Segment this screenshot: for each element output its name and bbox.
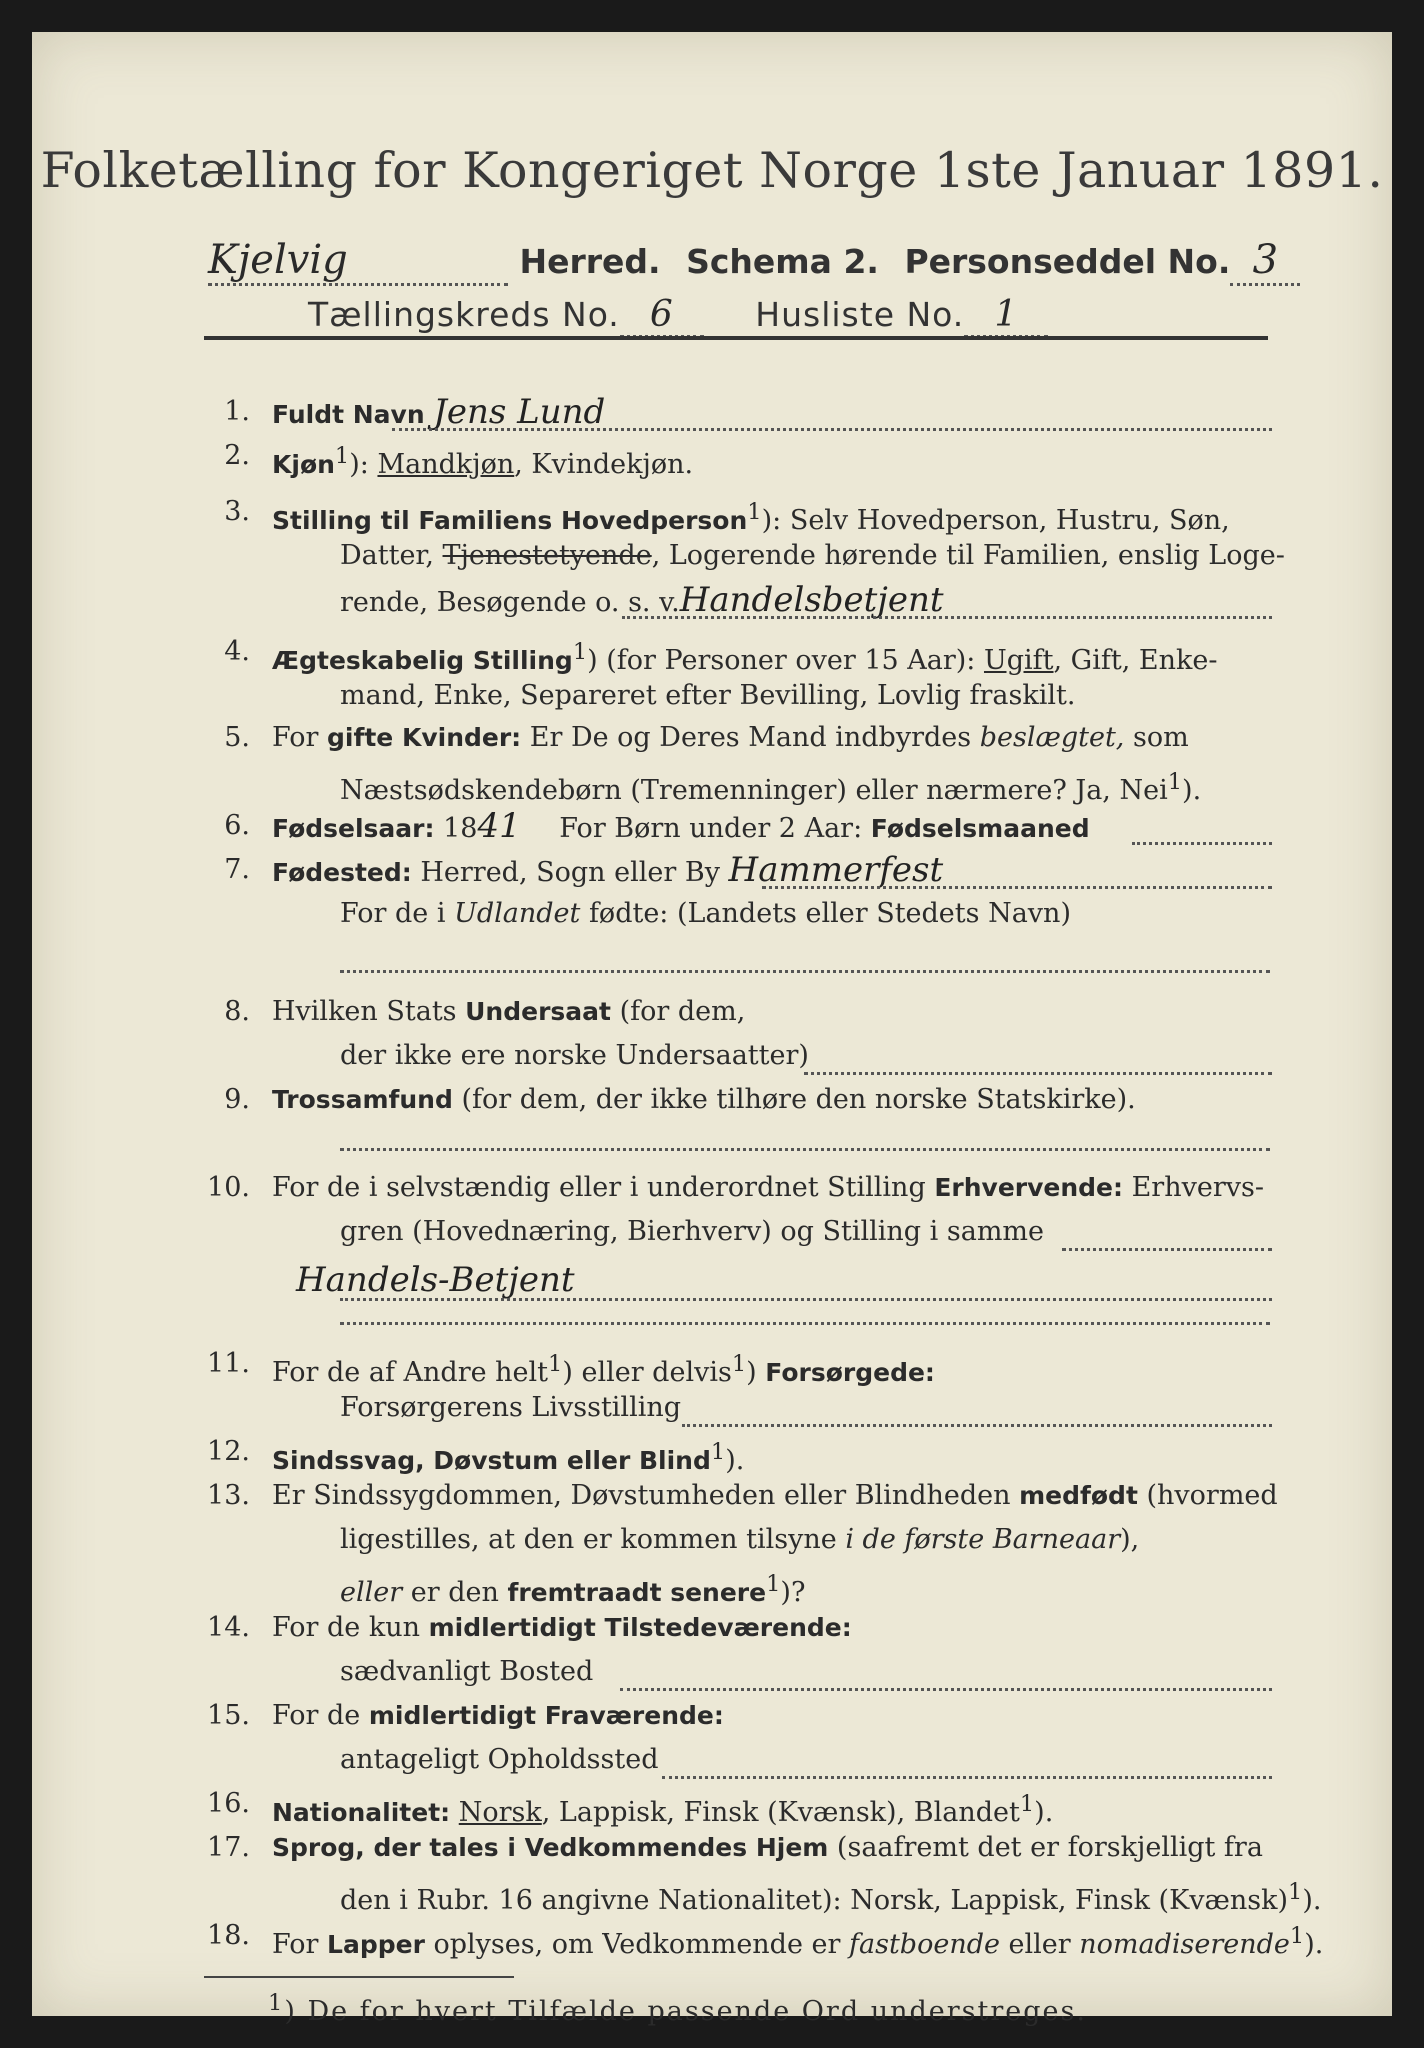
herred-line (208, 237, 1300, 286)
q18-nomadiserende: nomadiserende (1079, 1929, 1290, 1960)
q7-value: Hammerfest (728, 850, 944, 890)
q11-line1-a: For de af Andre helt (272, 1357, 549, 1388)
husliste-field (964, 294, 1048, 338)
footnote-sup: 1 (268, 1990, 285, 2016)
q17-sup: 1 (1288, 1879, 1303, 1905)
q8-line1 (272, 990, 1272, 1034)
q4-line1-a: ) (for Personer over 15 Aar): (587, 645, 984, 676)
q7-line2-b: fødte: (Landets eller Stedets Navn) (580, 898, 1071, 929)
q10-blank-line (340, 1322, 1270, 1325)
q9-number: 9. (224, 1084, 250, 1115)
form-title: Folketælling for Kongeriget Norge 1ste Januar 1891. (40, 142, 1384, 199)
q16-number: 16. (207, 1788, 250, 1819)
q12-number: 12. (207, 1436, 250, 1467)
census-form (32, 32, 1392, 2027)
q18-fastboende: fastboende (849, 1929, 1000, 1960)
q1-dotline (392, 428, 1272, 431)
q9-text-rest: (for dem, der ikke tilhøre den norske Statskirke). (452, 1084, 1136, 1115)
q6-label2: Fødselsmaaned (870, 814, 1090, 843)
q18-lapper: Lapper (327, 1930, 425, 1959)
q13-line1 (272, 1474, 1278, 1518)
q4-line1-b: , Gift, Enke- (1053, 645, 1218, 676)
q11-line2: Forsørgerens Livsstilling (340, 1392, 682, 1423)
q11-label: Forsørgede: (765, 1358, 935, 1387)
q6-value: 41 (477, 806, 521, 846)
q17-line1 (272, 1826, 1272, 1870)
q9-blank-line (340, 1148, 1270, 1151)
q14-line1 (272, 1606, 1272, 1650)
q3-struck: Tjenestetyende (442, 540, 652, 571)
q2-number: 2. (224, 440, 250, 471)
q3-dotline (622, 616, 1272, 619)
q17-number: 17. (207, 1832, 250, 1863)
q7-label: Fødested: (272, 858, 412, 887)
q18-line-c: oplyses, om Vedkommende er (424, 1929, 849, 1960)
q13-line2-a: ligestilles, at den er kommen tilsyne (340, 1524, 846, 1555)
q11-line1-c: ) (746, 1357, 766, 1388)
q13-line3-a: er den (402, 1577, 508, 1608)
q3-line1-text: ): Selv Hovedperson, Hustru, Søn, (761, 505, 1230, 536)
q2-text: Kjøn$^1$): Mandkjøn, Kvindekjøn. (272, 443, 694, 480)
q3-line3-text: rende, Besøgende o. s. v. (340, 587, 680, 618)
q13-sup: 1 (766, 1571, 781, 1597)
q18-line-d: eller (999, 1929, 1080, 1960)
q13-line1-a: Er Sindssygdommen, Døvstumheden eller Blindheden (272, 1480, 1020, 1511)
q8-number: 8. (224, 996, 250, 1027)
q15-dotline (662, 1776, 1272, 1779)
q18-number: 18. (207, 1920, 250, 1951)
q5-label-a: For (272, 722, 328, 753)
q13-line1-c: (hvormed (1137, 1480, 1278, 1511)
q13-eller: eller (340, 1577, 403, 1608)
q8-line2: der ikke ere norske Undersaatter) (340, 1040, 809, 1071)
q16-sup: 1 (1019, 1791, 1035, 1817)
q17-line2-text: den i Rubr. 16 angivne Nationalitet): Norsk, Lappisk, Finsk (Kvænsk) (340, 1885, 1289, 1916)
q8-line1-a: Hvilken Stats (272, 996, 466, 1027)
q4-sup: 1 (572, 639, 588, 665)
kreds-value: 6 (649, 294, 674, 335)
herred-field (208, 237, 508, 286)
q3-label: Stilling til Familiens Hovedperson (272, 506, 748, 535)
q14-number: 14. (207, 1612, 250, 1643)
husliste-label: Husliste No. (755, 295, 965, 334)
q4-ugift: Ugift (983, 645, 1054, 676)
q6-number: 6. (224, 810, 250, 841)
q7-dotline (762, 886, 1272, 889)
q17-end: ). (1302, 1885, 1322, 1916)
personseddel-value: 3 (1252, 237, 1279, 283)
q14-label: midlertidigt Tilstedeværende: (428, 1613, 852, 1642)
herred-value: Kjelvig (208, 237, 348, 283)
q2-sup: 1 (334, 443, 350, 469)
q10-line2: gren (Hovednæring, Bierhverv) og Stilling i samme (340, 1216, 1045, 1247)
q10-dotline (1062, 1248, 1272, 1251)
q18-line-a: For (272, 1929, 328, 1960)
q5-line2-end: ). (1182, 775, 1202, 806)
q7-line2 (340, 892, 1272, 936)
q2-mandkjon: Mandkjøn (377, 449, 515, 480)
q5-sup: 1 (1167, 769, 1183, 795)
q11-line1-b: ) eller delvis (562, 1357, 732, 1388)
q17-label: Sprog, der tales i Vedkommendes Hjem (272, 1833, 829, 1862)
q3-line2-a: Datter, (340, 540, 443, 571)
q3-number: 3. (224, 496, 250, 527)
q3-value: Handelsbetjent (679, 580, 944, 620)
q15-line1-a: For de (272, 1700, 369, 1731)
q3-sup: 1 (747, 499, 762, 525)
q18-sup: 1 (1289, 1923, 1305, 1949)
q12-sup: 1 (710, 1439, 726, 1465)
q14-line1-a: For de kun (272, 1612, 429, 1643)
q5-beslaegtet: beslægtet, (979, 722, 1125, 753)
kreds-field (620, 294, 704, 338)
q9-text (272, 1078, 1272, 1122)
q5-line2-text: Næstsødskendebørn (Tremenninger) eller nærmere? Ja, Nei (340, 775, 1168, 806)
q14-dotline (620, 1688, 1272, 1691)
q1-value: Jens Lund (433, 392, 606, 432)
q15-number: 15. (207, 1700, 250, 1731)
q6-prefix: 18 (434, 813, 478, 844)
q7-text: Herred, Sogn eller By (411, 857, 720, 888)
q5-line1 (272, 716, 1272, 760)
q15-label: midlertidigt Fraværende: (368, 1701, 724, 1730)
kreds-label: Tællingskreds No. (308, 295, 620, 334)
q3-line2-b: , Logerende hørende til Familien, enslig Loge- (651, 540, 1285, 571)
q11-sup-a: 1 (548, 1351, 563, 1377)
q13-senere: fremtraadt senere (507, 1578, 767, 1607)
footnote-rule (204, 1976, 514, 1978)
header-rule (204, 336, 1268, 340)
q3-line2 (340, 534, 1285, 578)
kreds-line (308, 294, 1048, 338)
personseddel-label: Personseddel No. (904, 242, 1231, 281)
q2-label: Kjøn (272, 450, 335, 479)
q5-label-b: gifte Kvinder: (327, 723, 522, 752)
q5-number: 5. (224, 722, 250, 753)
q13-line3-c: )? (780, 1577, 806, 1608)
q17-line1-text: (saafremt det er forskjelligt fra (828, 1832, 1263, 1863)
q10-line1-a: For de i selvstændig eller i underordnet Stilling (272, 1172, 935, 1203)
q6-mid: For Børn under 2 Aar: (550, 813, 871, 844)
schema-label: Schema 2. (686, 242, 879, 281)
q6-dotline (1132, 842, 1272, 845)
q5-line1-b: som (1124, 722, 1189, 753)
q2-kvindekjon: , Kvindekjøn. (514, 449, 694, 480)
q13-medfodt: medfødt (1019, 1481, 1138, 1510)
q18-end: ). (1304, 1929, 1324, 1960)
q16-options: , Lappisk, Finsk (Kvænsk), Blandet (541, 1797, 1020, 1828)
q16-norsk: Norsk (458, 1797, 542, 1828)
footnote-text: ) De for hvert Tilfælde passende Ord understreges. (284, 1996, 1087, 2027)
q12-end: ). (725, 1445, 745, 1476)
q15-line1 (272, 1694, 1272, 1738)
q15-line2: antageligt Opholdssted (340, 1744, 659, 1775)
q4-line2: mand, Enke, Separeret efter Bevilling, Lovlig fraskilt. (340, 680, 1076, 711)
q10-erhvervende: Erhvervende: (934, 1173, 1124, 1202)
footnote (268, 1990, 1087, 2027)
q11-dotline (682, 1424, 1272, 1427)
husliste-value: 1 (994, 294, 1019, 335)
q6-label: Fødselsaar: (272, 814, 435, 843)
q16-label: Nationalitet: (272, 1798, 451, 1827)
q4-number: 4. (224, 636, 250, 667)
q11-sup-b: 1 (731, 1351, 747, 1377)
q8-line1-c: (for dem, (610, 996, 746, 1027)
q14-line2: sædvanligt Bosted (340, 1656, 594, 1687)
q10-line1-c: Erhvervs- (1123, 1172, 1264, 1203)
q8-undersaat: Undersaat (465, 997, 611, 1026)
q7-line2-a: For de i (340, 898, 455, 929)
q13-line2 (340, 1518, 1272, 1562)
q1-number: 1. (224, 396, 250, 427)
q10-value-line (340, 1298, 1272, 1301)
q10-line1 (272, 1166, 1272, 1210)
q8-dotline (804, 1072, 1272, 1075)
q13-line2-b: ), (1120, 1524, 1140, 1555)
q18-text (272, 1914, 1324, 1967)
q7-number: 7. (224, 854, 250, 885)
q10-value: Handels-Betjent (296, 1260, 575, 1300)
q7-udlandet: Udlandet (454, 898, 581, 929)
q4-label: Ægteskabelig Stilling (272, 646, 573, 675)
q10-number: 10. (207, 1172, 250, 1203)
q16-end: ). (1034, 1797, 1054, 1828)
personseddel-field (1230, 237, 1300, 286)
q5-line1-a: Er De og Deres Mand indbyrdes (521, 722, 980, 753)
q13-number: 13. (207, 1480, 250, 1511)
q1-label: Fuldt Navn (272, 400, 425, 429)
q9-label: Trossamfund (272, 1085, 453, 1114)
q6-text (272, 804, 1272, 851)
q11-number: 11. (207, 1348, 250, 1379)
q13-barneaar: i de første Barneaar (845, 1524, 1121, 1555)
q12-label: Sindssvag, Døvstum eller Blind (272, 1446, 711, 1475)
q7-blank-line (340, 970, 1270, 973)
herred-label: Herred. (519, 242, 661, 281)
